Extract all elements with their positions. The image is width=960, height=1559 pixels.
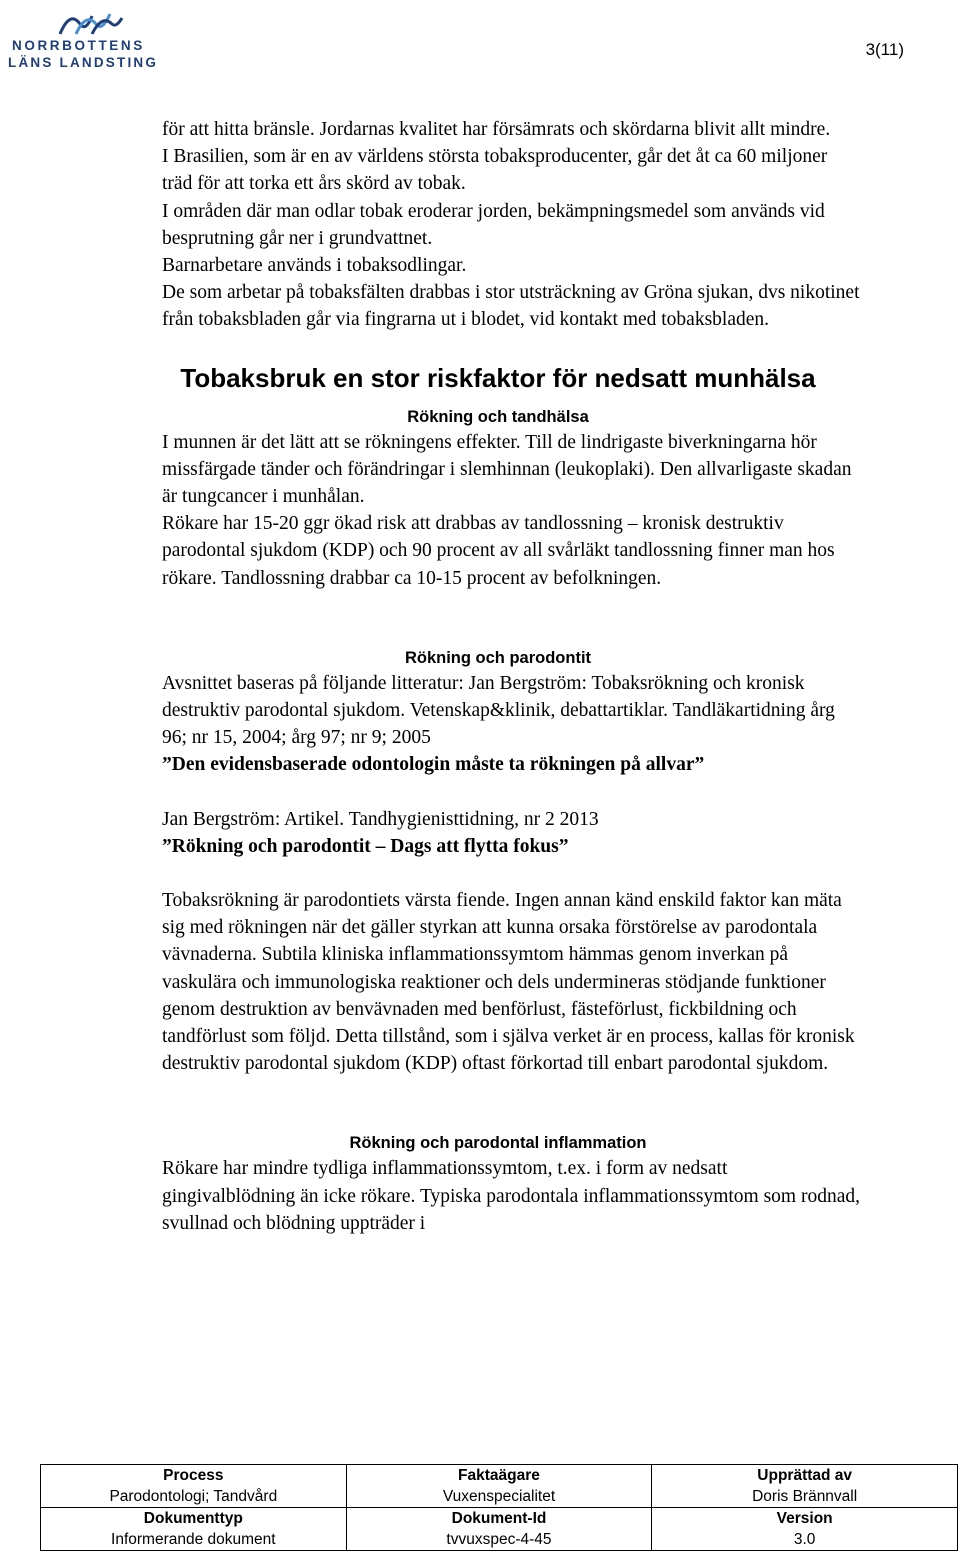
footer-label: Upprättad av bbox=[757, 1467, 853, 1484]
footer-cell-version bbox=[652, 1508, 958, 1551]
footer-label: Faktaägare bbox=[458, 1467, 540, 1484]
section-paragraph: Rökare har mindre tydliga inflammationssymtom, t.ex. i form av nedsatt gingivalblödning än icke rökare. Typiska parodontala inflammationssymtom som rodnad, svullnad och blödning uppträder i bbox=[162, 1158, 860, 1234]
document-footer-table bbox=[40, 1464, 958, 1551]
spacer bbox=[162, 592, 862, 646]
footer-value: Parodontologi; Tandvård bbox=[109, 1488, 278, 1505]
intro-paragraph: I Brasilien, som är en av världens största tobaksproducenter, går det åt ca 60 miljoner träd för att torka ett års skörd av tobak. bbox=[162, 146, 828, 195]
intro-paragraph: I områden där man odlar tobak eroderar jorden, bekämpningsmedel som används vid besprutning går ner i grundvattnet. bbox=[162, 200, 825, 249]
logo-text-line2: LÄNS LANDSTING bbox=[8, 55, 159, 70]
footer-label: Dokumenttyp bbox=[143, 1510, 243, 1527]
intro-paragraph: De som arbetar på tobaksfälten drabbas i stor utsträckning av Gröna sjukan, dvs nikotinet från tobaksbladen går via fingrarna ut i blodet, vid kontakt med tobaksbladen. bbox=[162, 282, 860, 331]
footer-cell-doctype bbox=[41, 1508, 347, 1551]
intro-paragraph: för att hitta bränsle. Jordarnas kvalitet har försämrats och skördarna blivit allt mindre. bbox=[162, 119, 831, 140]
section-paragraph: I munnen är det lätt att se rökningens effekter. Till de lindrigaste biverkningarna hör missfärgade tänder och förändringar i slemhinnan (leukoplaki). Den allvarligaste skadan är tungcancer i munhålan. bbox=[162, 431, 852, 508]
section-heading-inflammation: Rökning och parodontal inflammation bbox=[349, 1134, 647, 1153]
footer-label: Dokument-Id bbox=[451, 1510, 547, 1527]
footer-value: 3.0 bbox=[793, 1531, 816, 1548]
section-paragraph: Tobaksrökning är parodontiets värsta fiende. Ingen annan känd enskild faktor kan mäta sig med rökningen när det gäller styrkan att kunna orsaka förstörelse av parodontala vävnaderna. Subtila kliniska inflammationssymtom hämmas genom inverkan på vaskulära och immunologiska reaktioner och dels undermineras stödjande funktioner genom destruktion av benvävnaden med benförlust, fästeförlust, fickbildning och tandförlust som följd. Detta tillstånd, som i själva verket är en process, kallas för kronisk destruktiv parodontal sjukdom (KDP) oftast förkortad till enbart parodontal sjukdom. bbox=[162, 890, 855, 1075]
footer-value: tvvuxspec-4-45 bbox=[446, 1531, 552, 1548]
document-body bbox=[162, 116, 862, 1237]
footer-label: Process bbox=[163, 1467, 224, 1484]
footer-value: Informerande dokument bbox=[111, 1531, 276, 1548]
footer-cell-docid bbox=[346, 1508, 652, 1551]
article-title-quote: ”Den evidensbaserade odontologin måste ta rökningen på allvar” bbox=[162, 754, 705, 776]
intro-paragraph: Barnarbetare används i tobaksodlingar. bbox=[162, 255, 467, 277]
main-heading: Tobaksbruk en stor riskfaktor för nedsatt munhälsa bbox=[180, 362, 816, 393]
footer-cell-author bbox=[652, 1465, 958, 1508]
logo-mark-icon bbox=[56, 6, 126, 36]
section-heading-parodontit: Rökning och parodontit bbox=[404, 648, 592, 667]
footer-value: Doris Brännvall bbox=[752, 1488, 858, 1505]
footer-value: Vuxenspecialitet bbox=[442, 1488, 556, 1505]
footer-label: Version bbox=[776, 1510, 833, 1527]
article-title-quote: ”Rökning och parodontit – Dags att flytta fokus” bbox=[162, 835, 569, 857]
spacer bbox=[162, 779, 862, 806]
section-paragraph: Rökare har 15-20 ggr ökad risk att drabbas av tandlossning – kronisk destruktiv parodontal sjukdom (KDP) och 90 procent av all svårläkt tandlossning finner man hos rökare. Tandlossning drabbar ca 10-15 procent av befolkningen. bbox=[162, 513, 835, 589]
logo-text-line1: NORRBOTTENS bbox=[12, 38, 145, 53]
page-number: 3(11) bbox=[865, 40, 904, 59]
literature-reference: Avsnittet baseras på följande litteratur: Jan Bergström: Tobaksrökning och kronisk destruktiv parodontal sjukdom. Vetenskap&klinik, debattartiklar. Tandläkartidning årg 96; nr 15, 2004; årg 97; nr 9; 2005 bbox=[162, 672, 835, 749]
spacer bbox=[162, 860, 862, 887]
footer-cell-owner bbox=[346, 1465, 652, 1508]
literature-reference: Jan Bergström: Artikel. Tandhygienisttidning, nr 2 2013 bbox=[162, 808, 599, 830]
section-heading-tandhalsa: Rökning och tandhälsa bbox=[407, 407, 589, 426]
spacer bbox=[162, 1077, 862, 1131]
footer-cell-process bbox=[41, 1465, 347, 1508]
norrbotten-logo bbox=[8, 6, 173, 68]
